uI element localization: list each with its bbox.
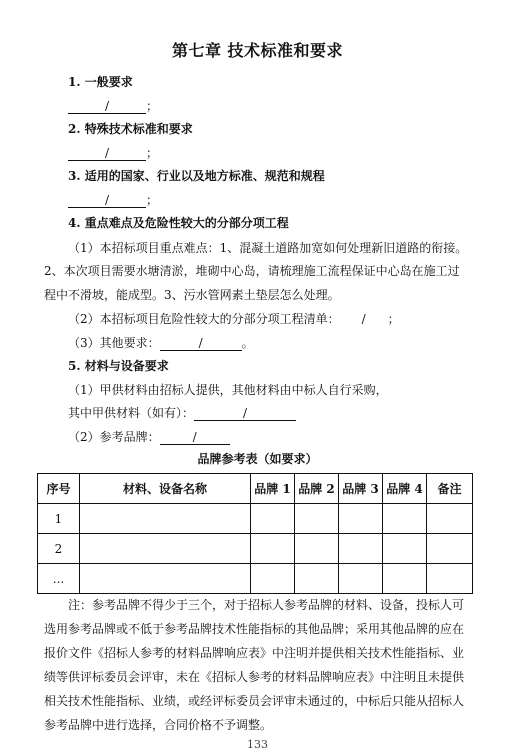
table-header-row (38, 474, 473, 504)
section-2-blank: / (68, 146, 146, 161)
section-4-heading: 4. 重点难点及危险性较大的分部分项工程 (68, 216, 289, 230)
table-caption: 品牌参考表（如要求） (197, 452, 318, 466)
note-line-3: 报价文件《招标人参考的材料品牌响应表》中注明并提供相关技术性能指标、业 (44, 646, 465, 660)
section-1-blank-line (68, 98, 158, 114)
section-3-heading: 3. 适用的国家、行业以及地方标准、规范和规程 (68, 169, 325, 183)
table-cell (339, 564, 383, 594)
table-cell-index: ... (38, 564, 80, 594)
section-3-blank: / (68, 193, 146, 208)
page-number: 133 (247, 738, 268, 751)
table-cell (339, 504, 383, 534)
table-row (38, 564, 473, 594)
section-5-heading: 5. 材料与设备要求 (68, 359, 169, 373)
section-4-p2-label: （2）本招标项目危险性较大的分部分项工程清单： (68, 312, 340, 326)
table-cell (339, 534, 383, 564)
table-cell (80, 504, 251, 534)
section-4-p3-value: / (160, 336, 242, 351)
note-line-4: 绩等供评标委员会评审，未在《招标人参考的材料品牌响应表》中注明且未提供 (44, 670, 465, 684)
header-index: 序号 (38, 474, 80, 504)
table-cell (251, 504, 295, 534)
table-cell (383, 564, 427, 594)
chapter-title: 第七章 技术标准和要求 (171, 41, 344, 60)
header-brand-1: 品牌 1 (251, 474, 295, 504)
section-5-p1b (68, 405, 296, 421)
section-5-p1b-label: 其中甲供材料（如有）： (68, 406, 195, 420)
table-cell (383, 504, 427, 534)
section-2-colon: ； (146, 146, 159, 160)
note-line-2: 选用参考品牌或不低于参考品牌技术性能指标的其他品牌；采用其他品牌的应在 (44, 622, 465, 636)
section-2-blank-line (68, 145, 158, 161)
section-1-colon: ； (146, 99, 159, 113)
section-3-blank-line (68, 192, 158, 208)
table-cell-index: 2 (38, 534, 80, 564)
header-material-name: 材料、设备名称 (80, 474, 251, 504)
table-cell (427, 564, 473, 594)
table-cell (80, 534, 251, 564)
section-3-colon: ； (146, 193, 159, 207)
brand-reference-table (37, 473, 473, 594)
note-paragraph (44, 593, 476, 737)
section-4-p3 (68, 335, 254, 351)
section-4-p3-label: （3）其他要求： (68, 336, 160, 350)
table-cell-index: 1 (38, 504, 80, 534)
table-cell (295, 534, 339, 564)
table-cell (80, 564, 251, 594)
header-remarks: 备注 (427, 474, 473, 504)
table-cell (427, 504, 473, 534)
section-4-p2-value: / (361, 312, 366, 326)
section-4-p1-line3: 程中不滑坡，能成型。3、污水管网素土垫层怎么处理。 (44, 288, 340, 302)
note-line-5: 相关技术性能指标、业绩，或经评标委员会评审未通过的，中标后只能从招标人 (44, 694, 465, 708)
section-4-p1-line1: （1）本招标项目重点难点：1、混凝土道路加宽如何处理新旧道路的衔接。 (68, 241, 468, 255)
table-cell (295, 564, 339, 594)
section-5-p2 (68, 429, 230, 445)
section-4-p2 (68, 311, 400, 327)
table-cell (251, 534, 295, 564)
section-1-blank: / (68, 99, 146, 114)
section-4-p1-line2: 2、本次项目需要水塘清淤，堆砌中心岛，请梳理施工流程保证中心岛在施工过 (44, 264, 460, 278)
note-line-6: 参考品牌中进行选择，合同价格不予调整。 (44, 718, 273, 732)
table-cell (383, 534, 427, 564)
header-brand-4: 品牌 4 (383, 474, 427, 504)
table-cell (427, 534, 473, 564)
section-5-p1b-value: / (194, 406, 296, 421)
section-1-heading: 1. 一般要求 (68, 75, 133, 89)
table-cell (295, 504, 339, 534)
note-line-1: 注：参考品牌不得少于三个，对于招标人参考品牌的材料、设备，投标人可 (68, 598, 465, 612)
section-4-p3-end: 。 (241, 336, 254, 350)
table-row (38, 504, 473, 534)
section-5-p1: （1）甲供材料由招标人提供，其他材料由中标人自行采购， (68, 383, 388, 397)
section-5-p2-value: / (160, 430, 230, 445)
section-2-heading: 2. 特殊技术标准和要求 (68, 122, 193, 136)
header-brand-3: 品牌 3 (339, 474, 383, 504)
table-cell (251, 564, 295, 594)
table-row (38, 534, 473, 564)
section-5-p2-label: （2）参考品牌： (68, 430, 160, 444)
header-brand-2: 品牌 2 (295, 474, 339, 504)
section-4-p2-end: ； (387, 312, 400, 326)
